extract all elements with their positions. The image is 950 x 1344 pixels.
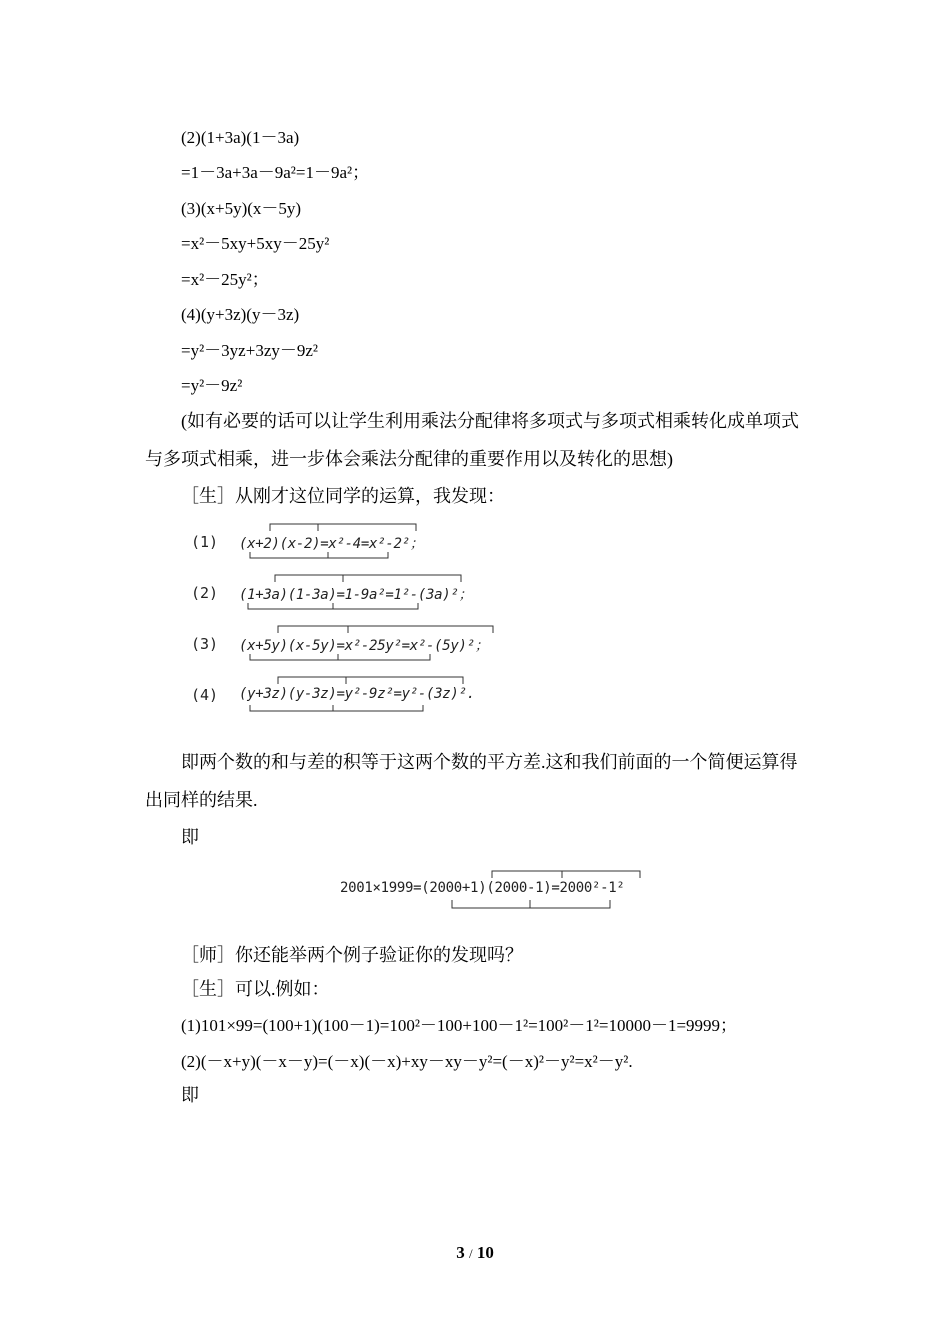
teacher-question: ［师］你还能举两个例子验证你的发现吗？ [181, 945, 523, 965]
ji-label-1: 即 [181, 827, 199, 847]
fig-expr-3: (x+5y)(x-5y)=x²-25y²=x²-(5y)²； [239, 638, 489, 654]
line-3-expand: =x²－5xy+5xy－25y² [181, 234, 330, 253]
line-3-header: (3)(x+5y)(x－5y) [181, 199, 302, 218]
ji-label-2: 即 [181, 1085, 199, 1105]
student-intro: ［生］从刚才这位同学的运算，我发现： [181, 486, 505, 506]
fig-expr-2: (1+3a)(1-3a)=1-9a²=1²-(3a)²； [239, 587, 473, 603]
page-number [0, 1243, 950, 1263]
line-2-result: =1－3a+3a－9a²=1－9a²； [181, 163, 370, 182]
fig-expr-1: (x+2)(x-2)=x²-4=x²-2²； [239, 536, 424, 552]
fig-label-2: (2) [191, 584, 219, 602]
fig-brackets-4 [238, 673, 513, 715]
calc-brackets [340, 866, 660, 912]
fig-label-3: (3) [191, 635, 219, 653]
calc-expr: 2001×1999=(2000+1)(2000-1)=2000²-1² [340, 880, 625, 896]
fig-brackets-2 [238, 571, 508, 613]
line-2-header: (2)(1+3a)(1－3a) [181, 128, 300, 147]
fig-expr-4: (y+3z)(y-3z)=y²-9z²=y²-(3z)². [239, 686, 475, 702]
page-total: 10 [476, 1243, 494, 1262]
line-3-result: =x²－25y²； [181, 270, 269, 289]
line-4-expand: =y²－3yz+3zy－9z² [181, 341, 319, 360]
conclusion-paragraph: 即两个数的和与差的积等于这两个数的平方差.这和我们前面的一个简便运算得出同样的结果. [145, 752, 798, 810]
line-4-header: (4)(y+3z)(y－3z) [181, 305, 300, 324]
teaching-note: (如有必要的话可以让学生利用乘法分配律将多项式与多项式相乘转化成单项式与多项式相乘，进一步体会乘法分配律的重要作用以及转化的思想) [145, 411, 799, 469]
page-sep: / [468, 1246, 473, 1261]
fig-label-1: (1) [191, 533, 219, 551]
line-4-result: =y²－9z² [181, 376, 243, 395]
fig-brackets-1 [238, 520, 468, 562]
fig-brackets-3 [238, 622, 513, 664]
page-current: 3 [456, 1243, 465, 1262]
example-1: (1)101×99=(100+1)(100－1)=100²－100+100－1²=100²－1²=10000－1=9999； [181, 1016, 738, 1035]
example-2: (2)(－x+y)(－x－y)=(－x)(－x)+xy－xy－y²=(－x)²－y²=x²－y². [181, 1052, 633, 1071]
student-answer: ［生］可以.例如： [181, 979, 330, 999]
fig-label-4: (4) [191, 686, 219, 704]
